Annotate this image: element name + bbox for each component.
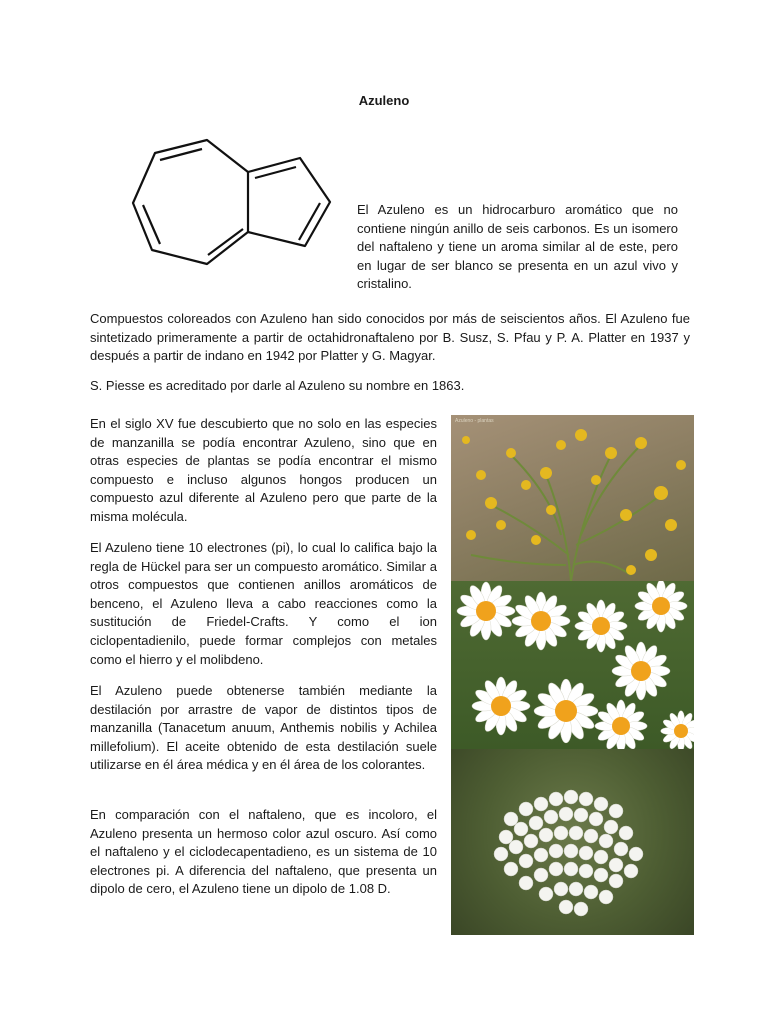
electrons-paragraph: El Azuleno tiene 10 electrones (pi), lo cual lo califica bajo la regla de Hückel para ser un compuesto aromático. Similar a otros compuestos que contienen anillos aromáticos de benceno, el Azuleno lleva a cabo reacciones como la sustitución de Friedel-Crafts. Y como el ion ciclopentadienilo, puede formar complejos con metales como el hierro y el molibdeno. xyxy=(90,540,437,667)
yarrow-photo xyxy=(451,749,694,935)
azulene-structure-diagram xyxy=(128,132,336,268)
intro-paragraph: El Azuleno es un hidrocarburo aromático que no contiene ningún anillo de seis carbonos. Es un isomero del naftaleno y tiene un aroma similar al de este, pero en lugar de ser blanco se presenta en un azul vivo y cristalino. xyxy=(357,202,678,292)
flower-photo-collage xyxy=(451,415,694,935)
yellow-flower-illustration xyxy=(451,415,694,581)
page-title: Azuleno xyxy=(358,93,410,108)
history-paragraph: Compuestos coloreados con Azuleno han sido conocidos por más de seiscientos años. El Azuleno fue sintetizado primeramente a partir de octahidronaftaleno por B. Susz, S. Pfau y P. A. Platter en 1937 y después a partir de indano en 1942 por Platter y G. Magyar. xyxy=(90,311,690,364)
chamomile-illustration xyxy=(451,581,694,749)
extraction-paragraph: El Azuleno puede obtenerse también mediante la destilación por arrastre de vapor de distintos tipos de manzanilla (Tanacetum anuum, Anthemis nobilis y Achilea millefolium). El aceite obtenido de esta destilación suele utilizarse en él área médica y en él área de los colorantes. xyxy=(90,683,437,773)
yellow-flower-photo xyxy=(451,415,694,581)
chamomile-photo xyxy=(451,581,694,749)
yarrow-illustration xyxy=(451,749,694,935)
comparison-paragraph: En comparación con el naftaleno, que es incoloro, el Azuleno presenta un hermoso color azul oscuro. Así como el naftaleno y el ciclodecapentadieno, es un sistema de 10 electrones pi. A diferencia del naftaleno, que presenta un dipolo de cero, el Azuleno tiene un dipolo de 1.08 D. xyxy=(90,807,437,897)
name-paragraph: S. Piesse es acreditado por darle al Azuleno su nombre en 1863. xyxy=(90,378,465,393)
photo-credit: Azuleno - plantas xyxy=(455,418,494,424)
discovery-paragraph: En el siglo XV fue descubierto que no solo en las especies de manzanilla se podía encontrar Azuleno, sino que en otras especies de plantas se podía encontrar el mismo compuesto e incluso algunos hongos producen un compuesto azul diferente al Azuleno pero que parte de la misma molécula. xyxy=(90,416,437,524)
